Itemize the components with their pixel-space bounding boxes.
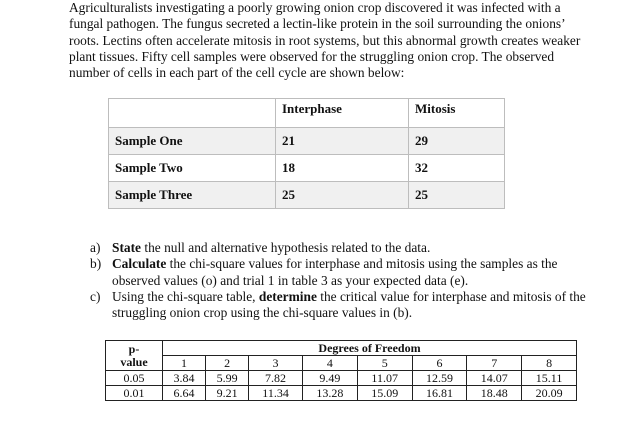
dof-value: 1 xyxy=(163,356,206,371)
question-list xyxy=(88,240,588,321)
critical-value: 12.59 xyxy=(412,371,467,386)
observation-table xyxy=(108,98,505,209)
critical-value: 13.28 xyxy=(303,386,358,401)
critical-value: 15.09 xyxy=(357,386,412,401)
critical-value: 7.82 xyxy=(249,371,303,386)
dof-value: 3 xyxy=(249,356,303,371)
table-row xyxy=(109,128,505,155)
critical-value: 11.07 xyxy=(357,371,412,386)
question-verb: determine xyxy=(258,288,317,304)
critical-value: 20.09 xyxy=(522,386,577,401)
observation-header-mitosis: Mitosis xyxy=(409,99,505,128)
mitosis-count: 32 xyxy=(409,155,505,182)
question-c xyxy=(88,289,588,322)
sample-label: Sample One xyxy=(109,128,276,155)
question-label: c) xyxy=(90,288,101,304)
chi-dof-row xyxy=(106,356,577,371)
question-a xyxy=(88,240,588,256)
observation-header-interphase: Interphase xyxy=(276,99,409,128)
critical-value: 6.64 xyxy=(163,386,206,401)
intro-paragraph: Agriculturalists investigating a poorly growing onion crop discovered it was infected with a fungal pathogen. The fungus secreted a lectin-like protein in the soil surrounding the onions’ roots. Lectins often accelerate mitosis in root systems, but this abnormal growth creates weaker plant tissues. Fifty cell samples were observed for the struggling onion crop. The observed number of cells in each part of the cell cycle are shown below: xyxy=(69,0,581,81)
question-text: the null and alternative hypothesis related to the data. xyxy=(141,240,431,255)
dof-value: 7 xyxy=(467,356,522,371)
critical-value: 9.49 xyxy=(303,371,358,386)
interphase-count: 25 xyxy=(276,182,409,209)
sample-label: Sample Three xyxy=(109,182,276,209)
dof-value: 8 xyxy=(522,356,577,371)
table-row xyxy=(106,371,577,386)
dof-value: 2 xyxy=(206,356,249,371)
observation-header-blank xyxy=(109,99,276,128)
critical-value: 9.21 xyxy=(206,386,249,401)
critical-value: 3.84 xyxy=(163,371,206,386)
interphase-count: 18 xyxy=(276,155,409,182)
degrees-of-freedom-header: Degrees of Freedom xyxy=(163,341,577,356)
critical-value: 18.48 xyxy=(467,386,522,401)
critical-value: 15.11 xyxy=(522,371,577,386)
p-value-header: p- value xyxy=(106,341,163,371)
observation-header-row xyxy=(109,99,505,128)
critical-value: 11.34 xyxy=(249,386,303,401)
mitosis-count: 29 xyxy=(409,128,505,155)
sample-label: Sample Two xyxy=(109,155,276,182)
dof-value: 6 xyxy=(412,356,467,371)
mitosis-count: 25 xyxy=(409,182,505,209)
table-row xyxy=(109,182,505,209)
chi-square-table xyxy=(105,340,577,401)
question-label: b) xyxy=(90,256,102,272)
table-row xyxy=(106,386,577,401)
p-value: 0.05 xyxy=(106,371,163,386)
critical-value: 5.99 xyxy=(206,371,249,386)
table-row xyxy=(109,155,505,182)
interphase-count: 21 xyxy=(276,128,409,155)
question-b xyxy=(88,256,588,289)
question-text-prefix: Using the chi-square table, xyxy=(112,288,259,304)
question-verb: State xyxy=(112,240,142,255)
question-verb: Calculate xyxy=(112,256,167,272)
critical-value: 14.07 xyxy=(467,371,522,386)
dof-value: 4 xyxy=(303,356,358,371)
dof-value: 5 xyxy=(357,356,412,371)
question-text: the critical value for interphase and mitosis of the struggling onion crop using the chi-square values in (b). xyxy=(112,288,586,321)
p-value: 0.01 xyxy=(106,386,163,401)
question-text: the chi-square values for interphase and mitosis using the samples as the observed values (o) and trial 1 in table 3 as your expected data (e). xyxy=(112,256,558,288)
question-label: a) xyxy=(90,240,101,255)
critical-value: 16.81 xyxy=(412,386,467,401)
chi-header-row xyxy=(106,341,577,356)
